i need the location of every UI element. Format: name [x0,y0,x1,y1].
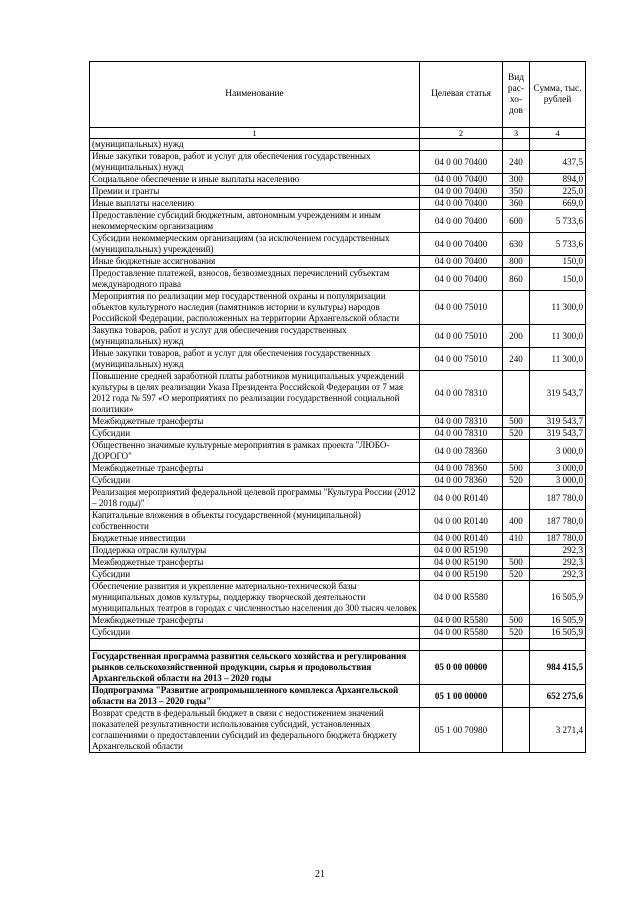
row-sum: 3 000,0 [530,463,586,475]
row-name: Межбюджетные трансферты [90,615,420,627]
table-row [90,371,586,416]
table-row [90,428,586,440]
row-target-article: 04 0 00 R0140 [420,487,503,510]
row-sum: 5 733,6 [530,210,586,233]
row-name: Субсидии [90,569,420,581]
table-row [90,463,586,475]
row-expense-type [503,651,530,685]
table-row [90,627,586,639]
table-row [90,416,586,428]
row-target-article: 04 0 00 78310 [420,428,503,440]
row-expense-type: 860 [503,268,530,291]
row-name: Межбюджетные трансферты [90,416,420,428]
row-expense-type: 400 [503,510,530,533]
row-expense-type: 360 [503,198,530,210]
row-sum: 16 505,9 [530,615,586,627]
row-target-article [420,639,503,651]
row-expense-type: 500 [503,557,530,569]
row-target-article: 04 0 00 70400 [420,233,503,256]
row-target-article: 04 0 00 R5190 [420,557,503,569]
row-sum: 5 733,6 [530,233,586,256]
row-name: Общественно значимые культурные мероприятия в рамках проекта "ЛЮБО-ДОРОГО" [90,440,420,463]
row-target-article: 04 0 00 70400 [420,210,503,233]
table-row [90,615,586,627]
row-sum: 319 543,7 [530,428,586,440]
column-numbers-row [90,128,586,139]
row-sum: 319 543,7 [530,371,586,416]
row-expense-type: 800 [503,256,530,268]
row-target-article: 04 0 00 R5580 [420,615,503,627]
page-number: 21 [315,869,325,880]
row-expense-type: 200 [503,325,530,348]
table-row [90,475,586,487]
row-name: Межбюджетные трансферты [90,557,420,569]
row-name: Закупка товаров, работ и услуг для обеспечения государственных (муниципальных) нужд [90,325,420,348]
table-row [90,440,586,463]
row-expense-type: 240 [503,348,530,371]
table-row [90,545,586,557]
row-sum: 16 505,9 [530,581,586,615]
row-sum: 292,3 [530,557,586,569]
row-name: Субсидии [90,475,420,487]
row-sum: 669,0 [530,198,586,210]
row-name [90,639,420,651]
row-sum: 292,3 [530,569,586,581]
row-sum: 16 505,9 [530,627,586,639]
row-name: Капитальные вложения в объекты государственной (муниципальной) собственности [90,510,420,533]
row-target-article: 04 0 00 75010 [420,325,503,348]
row-expense-type [503,581,530,615]
row-expense-type: 350 [503,186,530,198]
table-row [90,510,586,533]
row-target-article: 04 0 00 78360 [420,440,503,463]
table-row [90,487,586,510]
row-sum: 292,3 [530,545,586,557]
row-target-article: 04 0 00 R0140 [420,510,503,533]
row-sum [530,139,586,151]
table-header [90,62,586,139]
row-sum: 3 000,0 [530,475,586,487]
row-expense-type: 520 [503,627,530,639]
row-sum: 150,0 [530,256,586,268]
row-target-article: 05 1 00 00000 [420,685,503,708]
table-row [90,268,586,291]
row-target-article: 04 0 00 78310 [420,416,503,428]
table-row [90,139,586,151]
row-sum: 894,0 [530,174,586,186]
row-name: Реализация мероприятий федеральной целевой программы "Культура России (2012 – 2018 годы)" [90,487,420,510]
row-target-article: 04 0 00 R0140 [420,533,503,545]
header-name: Наименование [90,62,420,128]
row-sum: 187 780,0 [530,533,586,545]
row-target-article: 04 0 00 70400 [420,256,503,268]
table-row [90,210,586,233]
row-expense-type [503,487,530,510]
row-name: Межбюджетные трансферты [90,463,420,475]
row-expense-type: 500 [503,416,530,428]
row-name: Бюджетные инвестиции [90,533,420,545]
row-expense-type: 520 [503,569,530,581]
row-name: Субсидии [90,627,420,639]
table-row [90,174,586,186]
row-expense-type: 520 [503,475,530,487]
table-row [90,186,586,198]
row-sum: 225,0 [530,186,586,198]
row-name: Иные закупки товаров, работ и услуг для обеспечения государственных (муниципальных) нужд [90,348,420,371]
row-expense-type: 500 [503,463,530,475]
row-name: Иные закупки товаров, работ и услуг для обеспечения государственных (муниципальных) нужд [90,151,420,174]
row-target-article: 04 0 00 70400 [420,186,503,198]
row-expense-type: 630 [503,233,530,256]
table-row [90,581,586,615]
row-expense-type: 410 [503,533,530,545]
row-target-article: 04 0 00 78310 [420,371,503,416]
row-target-article: 04 0 00 78360 [420,475,503,487]
row-name: Иные выплаты населению [90,198,420,210]
row-target-article: 04 0 00 70400 [420,174,503,186]
table-row [90,708,586,753]
row-name: Премии и гранты [90,186,420,198]
column-number: 1 [90,128,420,139]
table-row [90,557,586,569]
row-target-article [420,139,503,151]
row-name: Субсидии некоммерческим организациям (за исключением государственных (муниципальных) учреждений) [90,233,420,256]
row-name: Иные бюджетные ассигнования [90,256,420,268]
row-sum: 437,5 [530,151,586,174]
table-row [90,325,586,348]
row-target-article: 04 0 00 75010 [420,348,503,371]
row-expense-type [503,639,530,651]
row-expense-type [503,291,530,325]
row-sum: 3 271,4 [530,708,586,753]
table-row [90,639,586,651]
budget-table [89,61,586,753]
table-row [90,569,586,581]
row-target-article: 04 0 00 70400 [420,151,503,174]
row-expense-type: 600 [503,210,530,233]
row-sum: 187 780,0 [530,487,586,510]
table-body [90,139,586,753]
table-row [90,533,586,545]
column-number: 3 [503,128,530,139]
row-sum [530,639,586,651]
column-number: 2 [420,128,503,139]
row-expense-type [503,440,530,463]
row-sum: 984 415,5 [530,651,586,685]
row-name: Социальное обеспечение и иные выплаты населению [90,174,420,186]
row-target-article: 04 0 00 75010 [420,291,503,325]
table-row [90,685,586,708]
row-target-article: 04 0 00 70400 [420,268,503,291]
table-row [90,651,586,685]
row-expense-type: 500 [503,615,530,627]
table-row [90,198,586,210]
header-sum: Сумма, тыс. рублей [530,62,586,128]
row-name: Обеспечение развития и укрепление материально-технической базы муниципальных домов культуры, поддержку творческой деятельности муниципальных театров в городах с численностью населения до 300 тысяч человек [90,581,420,615]
row-target-article: 04 0 00 R5580 [420,627,503,639]
row-sum: 187 780,0 [530,510,586,533]
row-sum: 150,0 [530,268,586,291]
row-name: Подпрограмма "Развитие агропромышленного комплекса Архангельской области на 2013 – 2020 годы" [90,685,420,708]
row-name: Возврат средств в федеральный бюджет в связи с недостижением значений показателей результативности использования субсидий, установленных соглашениями о предоставлении субсидий из федерального бюджета бюджету Архангельской области [90,708,420,753]
table-row [90,291,586,325]
row-name: (муниципальных) нужд [90,139,420,151]
table-row [90,348,586,371]
row-expense-type [503,371,530,416]
table-row [90,151,586,174]
row-target-article: 04 0 00 R5190 [420,569,503,581]
row-name: Предоставление субсидий бюджетным, автономным учреждениям и иным некоммерческим организациям [90,210,420,233]
row-sum: 3 000,0 [530,440,586,463]
row-target-article: 04 0 00 R5190 [420,545,503,557]
row-target-article: 04 0 00 78360 [420,463,503,475]
row-name: Повышение средней заработной платы работников муниципальных учреждений культуры в целях реализации Указа Президента Российской Федерации от 7 мая 2012 года № 597 «О мероприятиях по реализации государственной социальной политики» [90,371,420,416]
row-sum: 652 275,6 [530,685,586,708]
row-expense-type: 300 [503,174,530,186]
row-expense-type [503,545,530,557]
row-sum: 11 300,0 [530,348,586,371]
row-target-article: 05 0 00 00000 [420,651,503,685]
row-expense-type: 520 [503,428,530,440]
column-number: 4 [530,128,586,139]
row-name: Мероприятия по реализации мер государственной охраны и популяризации объектов культурного наследия (памятников истории и культуры) народов Российской Федерации, расположенных на территории Архангельской области [90,291,420,325]
row-name: Государственная программа развития сельского хозяйства и регулирования рынков сельскохозяйственной продукции, сырья и продовольствия Архангельской области на 2013 – 2020 годы [90,651,420,685]
row-sum: 11 300,0 [530,325,586,348]
row-sum: 319 543,7 [530,416,586,428]
row-sum: 11 300,0 [530,291,586,325]
row-target-article: 05 1 00 70980 [420,708,503,753]
table-row [90,233,586,256]
header-expense-type: Вид рас-хо-дов [503,62,530,128]
row-target-article: 04 0 00 70400 [420,198,503,210]
header-target-article: Целевая статья [420,62,503,128]
row-expense-type [503,139,530,151]
row-expense-type: 240 [503,151,530,174]
table-row [90,256,586,268]
row-name: Субсидии [90,428,420,440]
row-target-article: 04 0 00 R5580 [420,581,503,615]
row-name: Предоставление платежей, взносов, безвозмездных перечислений субъектам международного права [90,268,420,291]
row-name: Поддержка отрасли культуры [90,545,420,557]
row-expense-type [503,685,530,708]
row-expense-type [503,708,530,753]
